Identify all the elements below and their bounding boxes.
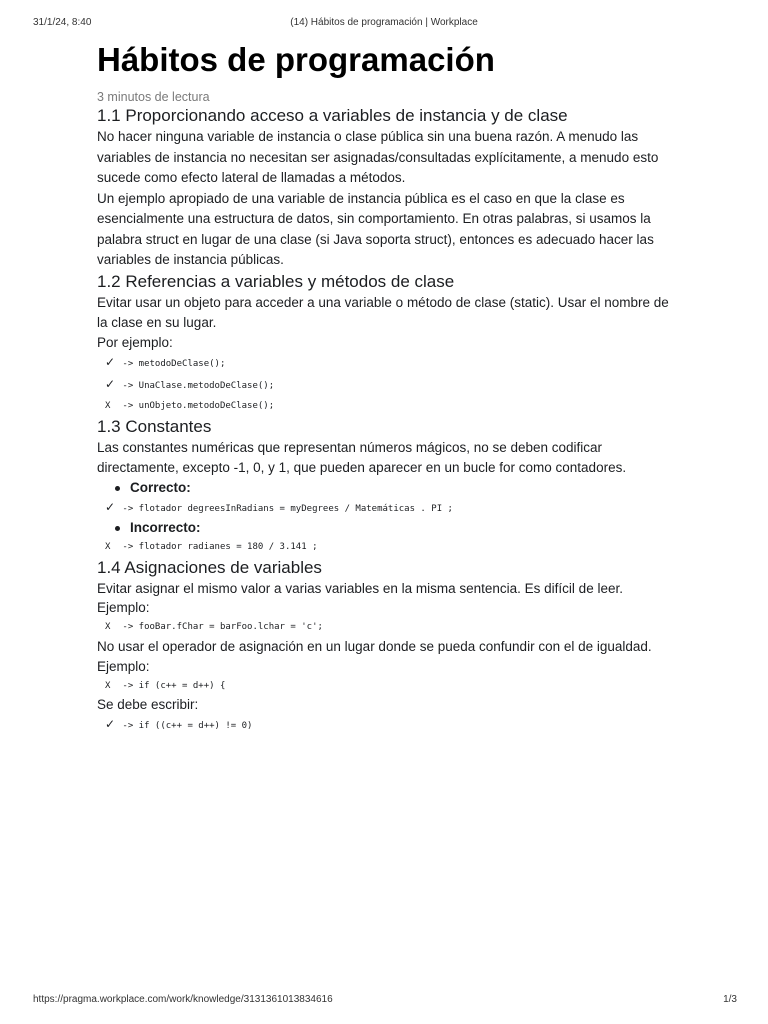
section-heading-1-4: 1.4 Asignaciones de variables: [97, 557, 322, 577]
example-label: Ejemplo:: [97, 658, 150, 674]
correct-label: Correcto:: [115, 479, 677, 497]
code-line: [105, 617, 677, 637]
code-line: [105, 714, 677, 736]
code-text: -> flotador degreesInRadians = myDegrees / Matemáticas . PI ;: [117, 503, 453, 514]
cross-icon: X: [105, 541, 111, 552]
print-footer: [0, 994, 768, 1008]
page-number: 1/3: [723, 994, 737, 1005]
bullet-list: [97, 519, 677, 537]
check-icon: ✓: [105, 499, 116, 514]
code-text: -> metodoDeClase();: [117, 358, 226, 369]
check-icon: ✓: [105, 716, 116, 731]
code-text: -> unObjeto.metodoDeClase();: [117, 400, 275, 411]
check-icon: ✓: [105, 376, 116, 391]
print-tab-title: (14) Hábitos de programación | Workplace: [290, 17, 478, 28]
section-1-4-paragraph-2: No usar el operador de asignación en un lugar donde se pueda confundir con el de igualdad.: [97, 639, 652, 654]
code-line: [105, 676, 677, 696]
example-label: Ejemplo:: [97, 600, 150, 615]
code-text: -> fooBar.fChar = barFoo.lchar = 'c';: [117, 622, 323, 632]
incorrect-label: Incorrecto:: [115, 519, 677, 537]
check-icon: ✓: [105, 354, 116, 369]
code-text: -> if (c++ = d++) {: [117, 680, 226, 691]
read-time: 3 minutos de lectura: [97, 90, 210, 104]
section-1-4-paragraph-1: Evitar asignar el mismo valor a varias variables en la misma sentencia. Es difícil de leer.: [97, 580, 623, 596]
code-text: -> UnaClase.metodoDeClase();: [117, 380, 275, 391]
section-1-1-paragraph-1: No hacer ninguna variable de instancia o clase pública sin una buena razón. A menudo las variables de instancia no necesitan ser asignadas/consultadas explícitamente, a menudo esto sucede como efecto lateral de llamadas a métodos.: [97, 129, 659, 185]
bullet-list: [97, 479, 677, 497]
code-text: -> flotador radianes = 180 / 3.141 ;: [117, 541, 318, 552]
page-title: Hábitos de programación: [97, 41, 495, 78]
section-1-3-paragraph-1: Las constantes numéricas que representan números mágicos, no se deben codificar directamente, excepto -1, 0, y 1, que pueden aparecer en un bucle for como contadores.: [97, 439, 627, 475]
section-1-1-paragraph-2: Un ejemplo apropiado de una variable de instancia pública es el caso en que la clase es esencialmente una estructura de datos, sin comportamiento. En otras palabras, si usamos la palabra struct en lugar de una clase (si Java soporta struct), entonces es adecuado hacer las variables de instancia públicas.: [97, 190, 654, 267]
code-line: [105, 374, 677, 396]
code-line: [105, 396, 677, 416]
section-heading-1-2: 1.2 Referencias a variables y métodos de clase: [97, 271, 455, 291]
print-url: https://pragma.workplace.com/work/knowledge/3131361013834616: [33, 994, 333, 1005]
print-header: [0, 17, 768, 31]
section-heading-1-1: 1.1 Proporcionando acceso a variables de instancia y de clase: [97, 106, 568, 125]
section-heading-1-3: 1.3 Constantes: [97, 416, 212, 436]
section-1-2-paragraph-1: Evitar usar un objeto para acceder a una variable o método de clase (static). Usar el nombre de la clase en su lugar.: [97, 294, 669, 330]
code-block: [97, 352, 677, 416]
print-datetime: 31/1/24, 8:40: [33, 17, 92, 28]
cross-icon: X: [105, 400, 111, 411]
cross-icon: X: [105, 622, 111, 632]
should-write-label: Se debe escribir:: [97, 696, 199, 712]
code-line: [105, 352, 677, 374]
code-line: [105, 537, 677, 557]
article: [97, 40, 677, 736]
code-text: -> if ((c++ = d++) != 0): [117, 720, 253, 731]
cross-icon: X: [105, 680, 111, 691]
example-label: Por ejemplo:: [97, 334, 173, 350]
code-line: [105, 497, 677, 519]
